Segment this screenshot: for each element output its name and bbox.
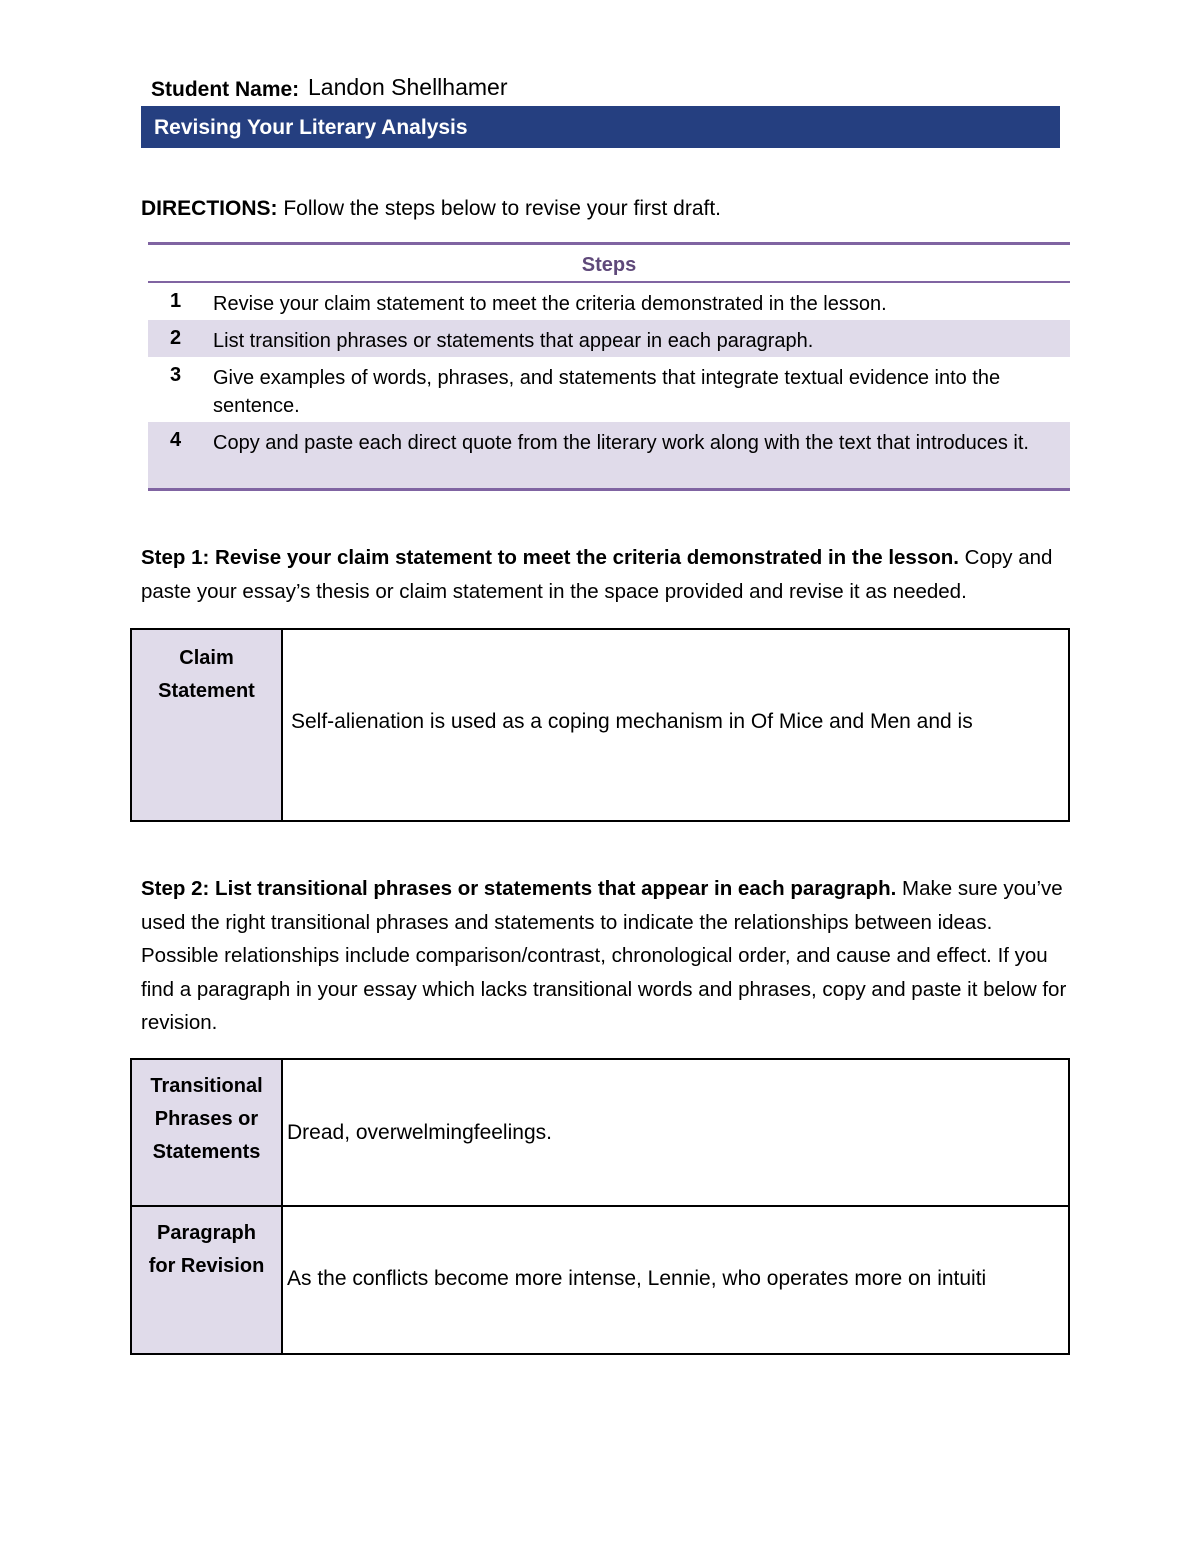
transitions-box	[130, 1058, 1070, 1355]
transitional-phrases-row	[132, 1060, 1068, 1207]
transitional-phrases-cell[interactable]	[283, 1060, 1068, 1205]
step-number: 4	[170, 429, 182, 451]
claim-statement-box	[130, 628, 1070, 822]
student-name-label: Student Name:	[151, 78, 300, 101]
step-2-instructions	[141, 872, 1071, 1040]
step-1-heading: Step 1: Revise your claim statement to meet the criteria demonstrated in the lesson.	[141, 546, 959, 569]
steps-table-bottom-rule	[148, 488, 1070, 491]
paragraph-revision-row	[132, 1207, 1068, 1353]
step-row-2	[148, 320, 1070, 357]
claim-statement-value: Self-alienation is used as a coping mechanism in Of Mice and Men and is	[291, 710, 973, 733]
paragraph-revision-cell[interactable]	[283, 1207, 1068, 1353]
step-1-instructions	[141, 541, 1071, 608]
worksheet-title-bar	[141, 106, 1060, 148]
step-row-1	[148, 283, 1070, 320]
step-1-text: Copy and paste your essay’s thesis or claim statement in the space provided and revise it as needed.	[141, 546, 1053, 603]
claim-statement-cell[interactable]	[283, 630, 1068, 820]
transitional-phrases-label: Transitional Phrases or Statements	[132, 1060, 283, 1205]
step-2-text: Make sure you’ve used the right transitional phrases and statements to indicate the relationships between ideas. Possible relationships include comparison/contrast, chronological order, and cause and effect. If you find a paragraph in your essay which lacks transitional words and phrases, copy and paste it below for revision.	[141, 877, 1067, 1034]
student-name-value: Landon Shellhamer	[308, 74, 508, 100]
step-text: Give examples of words, phrases, and statements that integrate textual evidence into the sentence.	[213, 367, 1001, 417]
step-text: Revise your claim statement to meet the criteria demonstrated in the lesson.	[213, 293, 887, 315]
step-text: List transition phrases or statements that appear in each paragraph.	[213, 330, 814, 352]
steps-table-header	[148, 245, 1070, 283]
directions-text: Follow the steps below to revise your first draft.	[277, 197, 722, 220]
paragraph-revision-label: Paragraph for Revision	[132, 1207, 283, 1353]
step-row-4	[148, 422, 1070, 488]
step-number: 1	[170, 290, 182, 312]
directions-label: DIRECTIONS:	[141, 197, 278, 220]
claim-statement-row	[132, 630, 1068, 820]
directions	[141, 197, 721, 221]
step-text: Copy and paste each direct quote from the literary work along with the text that introduces it.	[213, 432, 1029, 454]
step-2-heading: Step 2: List transitional phrases or statements that appear in each paragraph.	[141, 877, 897, 900]
paragraph-revision-value: As the conflicts become more intense, Lennie, who operates more on intuiti	[287, 1267, 987, 1290]
step-number: 3	[170, 364, 182, 386]
worksheet-title: Revising Your Literary Analysis	[154, 116, 468, 139]
step-row-3	[148, 357, 1070, 422]
transitional-phrases-value: Dread, overwelmingfeelings.	[287, 1121, 552, 1144]
steps-header-label: Steps	[581, 254, 637, 276]
steps-table	[148, 242, 1070, 491]
claim-statement-label: Claim Statement	[132, 630, 283, 820]
step-number: 2	[170, 327, 182, 349]
